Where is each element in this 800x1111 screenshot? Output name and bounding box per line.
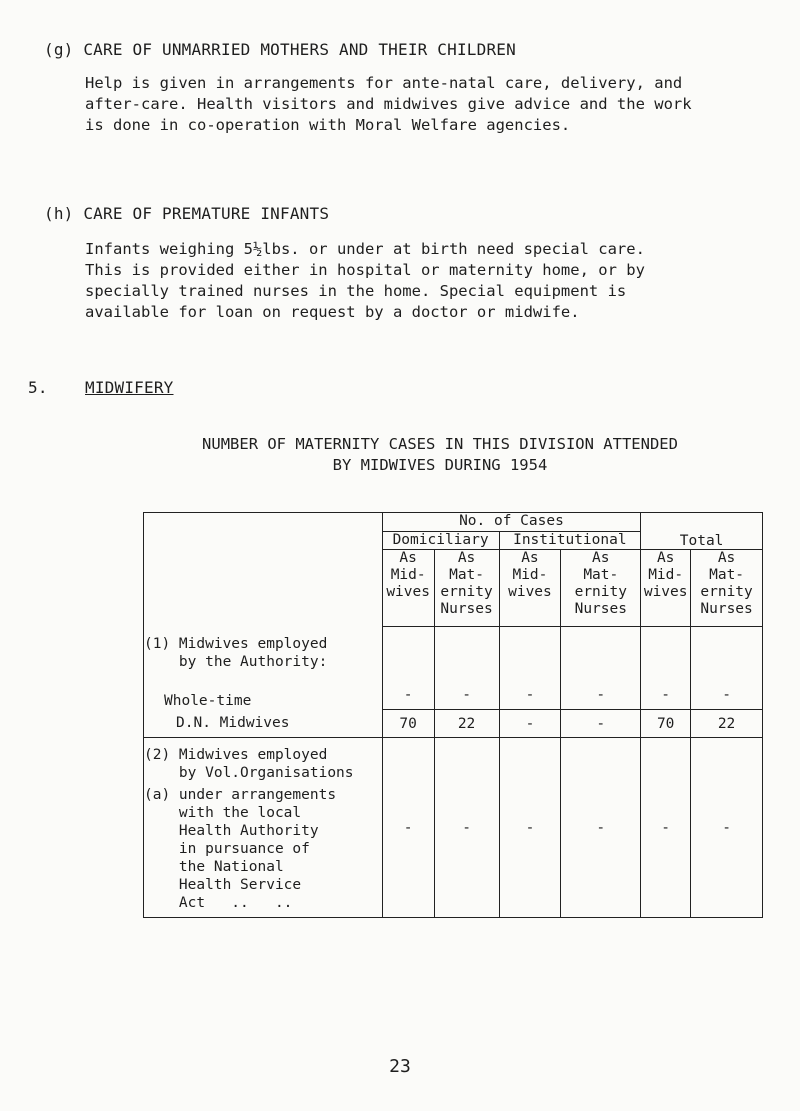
- sub-header-line: ernity: [700, 584, 753, 600]
- cell-wholetime-inst-maternity: -: [561, 627, 641, 710]
- section-h-heading: (h) CARE OF PREMATURE INFANTS: [44, 204, 330, 223]
- table-title: [120, 434, 760, 476]
- cell-wholetime-total-midwives: -: [641, 627, 691, 710]
- cell-vol-inst-midwives: -: [499, 738, 561, 918]
- row-label-line: by the Authority:: [144, 653, 328, 670]
- sub-header-line: As: [457, 550, 476, 566]
- row-label-line: the National: [144, 859, 284, 875]
- section-h-line: specially trained nurses in the home. Special equipment is: [85, 282, 627, 300]
- sub-header-maternity-nurses: [561, 550, 641, 627]
- section-g-line: after-care. Health visitors and midwives give advice and the work: [85, 95, 692, 113]
- row-label-line: (a) under arrangements: [144, 787, 337, 803]
- section-h-line: available for loan on request by a doctor or midwife.: [85, 303, 580, 321]
- sub-header-midwives: [382, 550, 434, 627]
- sub-header-midwives: [499, 550, 561, 627]
- section-g-line: Help is given in arrangements for ante-natal care, delivery, and: [85, 74, 683, 92]
- sub-header-line: As: [399, 550, 417, 566]
- cell-wholetime-dom-maternity: -: [434, 627, 499, 710]
- sub-header-line: Nurses: [440, 601, 493, 617]
- row-label-line: (2) Midwives employed: [144, 747, 328, 763]
- page-number: 23: [389, 1056, 411, 1077]
- sub-header-line: Nurses: [574, 601, 627, 617]
- sub-header-line: As: [521, 550, 539, 566]
- cell-wholetime-dom-midwives: -: [382, 627, 434, 710]
- cell-vol-total-midwives: -: [641, 738, 691, 918]
- sub-header-line: As: [656, 550, 675, 566]
- row-label-line: in pursuance of: [144, 841, 310, 857]
- sub-header-line: Mid-: [648, 567, 684, 583]
- row-label-authority: [144, 627, 383, 710]
- section-h-line: This is provided either in hospital or maternity home, or by: [85, 261, 645, 279]
- maternity-cases-table: [143, 512, 763, 918]
- sub-header-line: wives: [386, 584, 430, 600]
- sub-header-line: Nurses: [700, 601, 753, 617]
- sub-header-line: Mat-: [449, 567, 485, 583]
- row-label-whole-time: Whole-time: [164, 692, 252, 709]
- cell-dn-dom-maternity: 22: [434, 710, 499, 738]
- row-label-line: Health Authority: [144, 823, 319, 839]
- section-h-text: [85, 239, 645, 323]
- cell-vol-total-maternity: -: [691, 738, 763, 918]
- cell-vol-dom-maternity: -: [434, 738, 499, 918]
- section-5-heading: MIDWIFERY: [85, 378, 174, 397]
- header-no-of-cases: No. of Cases: [382, 513, 641, 532]
- section-5-number: 5.: [28, 378, 48, 397]
- sub-header-midwives: [641, 550, 691, 627]
- header-total: Total: [641, 513, 763, 550]
- sub-header-line: ernity: [440, 584, 493, 600]
- section-g-heading: (g) CARE OF UNMARRIED MOTHERS AND THEIR CHILDREN: [44, 40, 516, 59]
- corner-cell: [144, 513, 383, 627]
- sub-header-line: ernity: [574, 584, 627, 600]
- cell-vol-dom-midwives: -: [382, 738, 434, 918]
- cell-wholetime-total-maternity: -: [691, 627, 763, 710]
- sub-header-line: As: [592, 550, 610, 566]
- row-label-line: Health Service: [144, 877, 302, 893]
- sub-header-maternity-nurses: [434, 550, 499, 627]
- sub-header-line: Mid-: [512, 567, 548, 583]
- cell-vol-inst-maternity: -: [561, 738, 641, 918]
- cell-dn-inst-midwives: -: [499, 710, 561, 738]
- sub-header-line: Mid-: [390, 567, 426, 583]
- header-domiciliary: Domiciliary: [382, 532, 499, 550]
- cell-dn-total-maternity: 22: [691, 710, 763, 738]
- table-title-line: NUMBER OF MATERNITY CASES IN THIS DIVISION ATTENDED: [202, 435, 678, 453]
- cell-dn-inst-maternity: -: [561, 710, 641, 738]
- row-label-vol-organisations: [144, 738, 383, 918]
- sub-header-line: wives: [643, 584, 688, 600]
- row-label-line: Act .. ..: [144, 895, 293, 911]
- row-label-dn-midwives: D.N. Midwives: [144, 710, 383, 738]
- sub-header-line: Mat-: [583, 567, 619, 583]
- section-g-text: [85, 73, 692, 136]
- header-institutional: Institutional: [499, 532, 641, 550]
- cell-dn-dom-midwives: 70: [382, 710, 434, 738]
- row-label-line: (1) Midwives employed: [144, 635, 328, 652]
- cell-dn-total-midwives: 70: [641, 710, 691, 738]
- row-label-line: with the local: [144, 805, 302, 821]
- sub-header-maternity-nurses: [691, 550, 763, 627]
- sub-header-line: Mat-: [709, 567, 745, 583]
- section-g-line: is done in co-operation with Moral Welfare agencies.: [85, 116, 571, 134]
- sub-header-line: wives: [508, 584, 552, 600]
- row-label-line: by Vol.Organisations: [144, 765, 354, 781]
- cell-wholetime-inst-midwives: -: [499, 627, 561, 710]
- section-h-line: Infants weighing 5½lbs. or under at birth need special care.: [85, 240, 645, 258]
- sub-header-line: As: [717, 550, 736, 566]
- table-title-line: BY MIDWIVES DURING 1954: [332, 456, 548, 474]
